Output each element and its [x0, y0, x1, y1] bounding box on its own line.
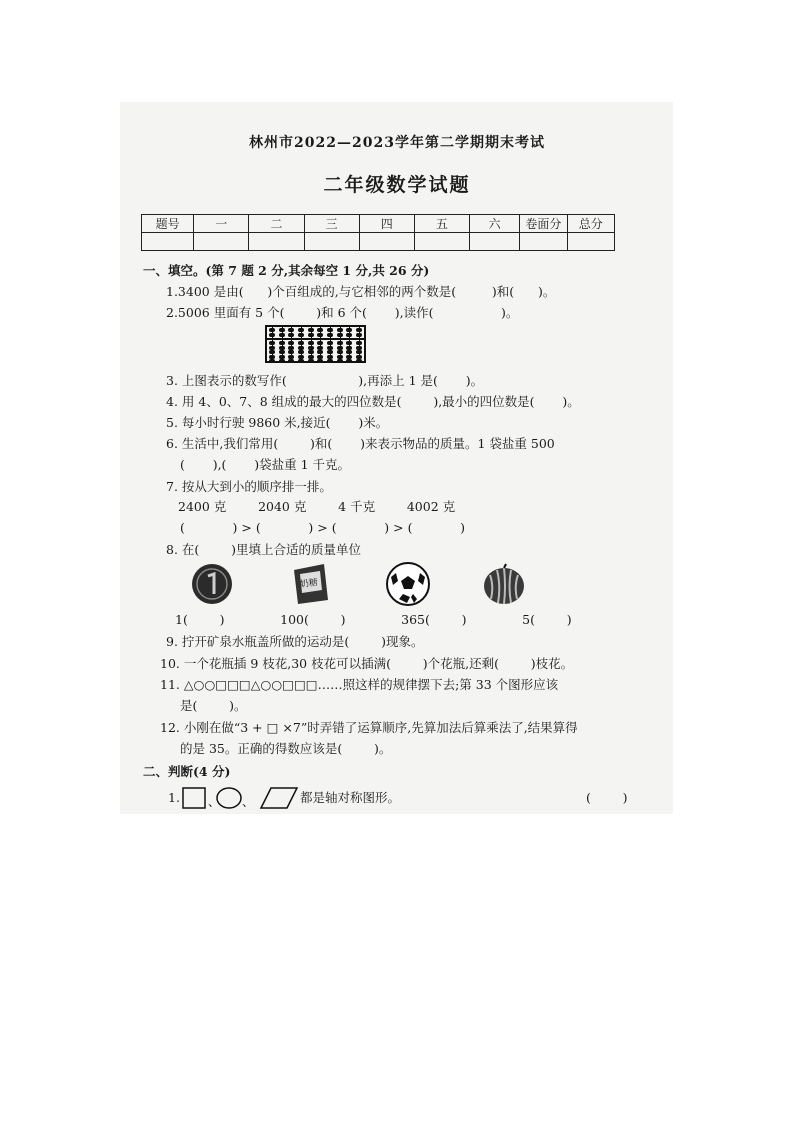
- question-11: 11. △○○□□□△○○□□□……照这样的规律摆下去;第 33 个图形应该: [160, 677, 559, 692]
- abacus-bead: [279, 355, 285, 359]
- abacus-bead: [356, 333, 362, 337]
- abacus-bead: [288, 346, 294, 350]
- abacus-bead: [327, 328, 333, 332]
- section1-heading: 一、填空。(第 7 题 2 分,其余每空 1 分,共 26 分): [143, 263, 430, 278]
- abacus-bead: [337, 328, 343, 332]
- abacus-bead: [327, 355, 333, 359]
- abacus-bead: [269, 333, 275, 337]
- abacus-bead: [327, 333, 333, 337]
- abacus-bead: [269, 350, 275, 354]
- abacus-bead: [346, 359, 352, 363]
- abacus-bead: [327, 346, 333, 350]
- abacus-bead: [346, 355, 352, 359]
- abacus-bead: [317, 359, 323, 363]
- abacus-bead: [308, 346, 314, 350]
- score-table-header-row: [142, 215, 615, 233]
- abacus-bead: [308, 359, 314, 363]
- abacus-bead: [269, 346, 275, 350]
- oval-shape: [217, 788, 241, 808]
- score-header-cell: 六: [470, 215, 520, 233]
- score-cell[interactable]: [470, 233, 520, 251]
- svg-text:、: 、: [208, 795, 221, 809]
- score-cell[interactable]: [359, 233, 414, 251]
- question-10: 10. 一个花瓶插 9 枝花,30 枝花可以插满( )个花瓶,还剩( )枝花。: [160, 656, 574, 671]
- question-1: 1.3400 是由( )个百组成的,与它相邻的两个数是( )和( )。: [166, 284, 556, 299]
- judge-q1-text: 都是轴对称图形。: [300, 790, 401, 805]
- question-6: 6. 生活中,我们常用( )和( )来表示物品的质量。1 袋盐重 500: [166, 436, 555, 451]
- question-3: 3. 上图表示的数写作( ),再添上 1 是( )。: [166, 373, 484, 388]
- abacus-bead: [279, 350, 285, 354]
- abacus-bead: [288, 333, 294, 337]
- abacus-bead: [279, 359, 285, 363]
- abacus-bead: [288, 355, 294, 359]
- question-4: 4. 用 4、0、7、8 组成的最大的四位数是( ),最小的四位数是( )。: [166, 394, 580, 409]
- score-cell[interactable]: [194, 233, 249, 251]
- judge-q1-answer[interactable]: ( ): [586, 790, 628, 805]
- abacus-bead: [269, 359, 275, 363]
- question-2: 2.5006 里面有 5 个( )和 6 个( ),读作( )。: [166, 305, 519, 320]
- shapes-group: [181, 786, 301, 812]
- abacus-bead: [317, 328, 323, 332]
- score-header-cell: 二: [249, 215, 304, 233]
- abacus-bead: [288, 328, 294, 332]
- abacus-bead: [298, 346, 304, 350]
- abacus-bead: [288, 350, 294, 354]
- abacus-bead: [346, 333, 352, 337]
- question-7: 7. 按从大到小的顺序排一排。: [166, 479, 332, 494]
- abacus-picture: [265, 325, 366, 363]
- score-header-cell: 四: [359, 215, 414, 233]
- score-header-cell: 题号: [142, 215, 194, 233]
- abacus-bead: [337, 350, 343, 354]
- abacus-bead: [308, 328, 314, 332]
- score-table: [141, 214, 615, 251]
- abacus-bead: [327, 359, 333, 363]
- question-7-items: 2400 克 2040 克 4 千克 4002 克: [178, 499, 456, 514]
- abacus-bead: [337, 355, 343, 359]
- score-header-cell: 五: [414, 215, 469, 233]
- abacus-bead: [317, 346, 323, 350]
- abacus-bead: [346, 350, 352, 354]
- question-8-answers: 1( ) 100( ) 365( ) 5( ): [175, 612, 572, 627]
- abacus-bead: [279, 333, 285, 337]
- abacus-bead: [298, 333, 304, 337]
- abacus-bead: [269, 341, 275, 345]
- abacus-bead: [356, 355, 362, 359]
- soccer-ball-icon: [385, 561, 431, 607]
- abacus-bead: [327, 350, 333, 354]
- score-header-cell: 三: [304, 215, 359, 233]
- abacus-bead: [356, 350, 362, 354]
- score-cell[interactable]: [520, 233, 567, 251]
- score-cell[interactable]: [142, 233, 194, 251]
- abacus-bead: [269, 355, 275, 359]
- abacus-bead: [346, 328, 352, 332]
- abacus-bead: [337, 333, 343, 337]
- abacus-bead: [308, 350, 314, 354]
- section2-heading: 二、判断(4 分): [143, 764, 231, 779]
- abacus-bead: [298, 355, 304, 359]
- question-6-cont: ( ),( )袋盐重 1 千克。: [180, 457, 351, 472]
- abacus-bead: [279, 341, 285, 345]
- abacus-bead: [308, 355, 314, 359]
- question-8: 8. 在( )里填上合适的质量单位: [166, 542, 361, 557]
- abacus-bead: [327, 341, 333, 345]
- exam-title: 林州市2022—2023学年第二学期期末考试: [249, 135, 545, 151]
- score-header-cell: 一: [194, 215, 249, 233]
- score-cell[interactable]: [304, 233, 359, 251]
- abacus-bead: [298, 359, 304, 363]
- abacus-bead: [356, 328, 362, 332]
- svg-text:、: 、: [242, 795, 255, 809]
- score-cell[interactable]: [567, 233, 614, 251]
- abacus-bead: [279, 346, 285, 350]
- abacus-bead: [288, 341, 294, 345]
- score-header-cell: 卷面分: [520, 215, 567, 233]
- abacus-bead: [356, 341, 362, 345]
- watermelon-icon: [482, 563, 526, 605]
- abacus-bead: [317, 333, 323, 337]
- abacus-bead: [308, 333, 314, 337]
- abacus-bead: [356, 359, 362, 363]
- abacus-bead: [337, 359, 343, 363]
- abacus-bead: [288, 359, 294, 363]
- abacus-bead: [317, 355, 323, 359]
- abacus-bead: [298, 328, 304, 332]
- abacus-bead: [308, 341, 314, 345]
- abacus-bead: [298, 350, 304, 354]
- parallelogram-shape: [261, 788, 297, 808]
- abacus-bead: [279, 328, 285, 332]
- question-5: 5. 每小时行驶 9860 米,接近( )米。: [166, 415, 389, 430]
- abacus-bead: [298, 341, 304, 345]
- question-7-order: ( ) > ( ) > ( ) > ( ): [180, 520, 465, 535]
- score-table-blank-row: [142, 233, 615, 251]
- score-cell[interactable]: [414, 233, 469, 251]
- square-shape: [183, 788, 205, 808]
- abacus-bead: [346, 341, 352, 345]
- question-12: 12. 小刚在做“3 + □ ×7”时弄错了运算顺序,先算加法后算乘法了,结果算得: [160, 720, 578, 735]
- abacus-bead: [356, 346, 362, 350]
- score-cell[interactable]: [249, 233, 304, 251]
- score-header-cell: 总分: [567, 215, 614, 233]
- judge-q1-number: 1.: [168, 790, 180, 805]
- abacus-bead: [337, 346, 343, 350]
- abacus-bead: [346, 346, 352, 350]
- question-11-cont: 是( )。: [180, 698, 247, 713]
- abacus-bead: [317, 341, 323, 345]
- exam-subtitle: 二年级数学试题: [323, 174, 471, 196]
- abacus-bead: [317, 350, 323, 354]
- question-12-cont: 的是 35。正确的得数应该是( )。: [180, 741, 392, 756]
- abacus-bead: [269, 328, 275, 332]
- coin-icon: [190, 562, 234, 606]
- abacus-bead: [337, 341, 343, 345]
- candy-packet-label: 奶糖: [299, 577, 319, 591]
- question-9: 9. 拧开矿泉水瓶盖所做的运动是( )现象。: [166, 634, 424, 649]
